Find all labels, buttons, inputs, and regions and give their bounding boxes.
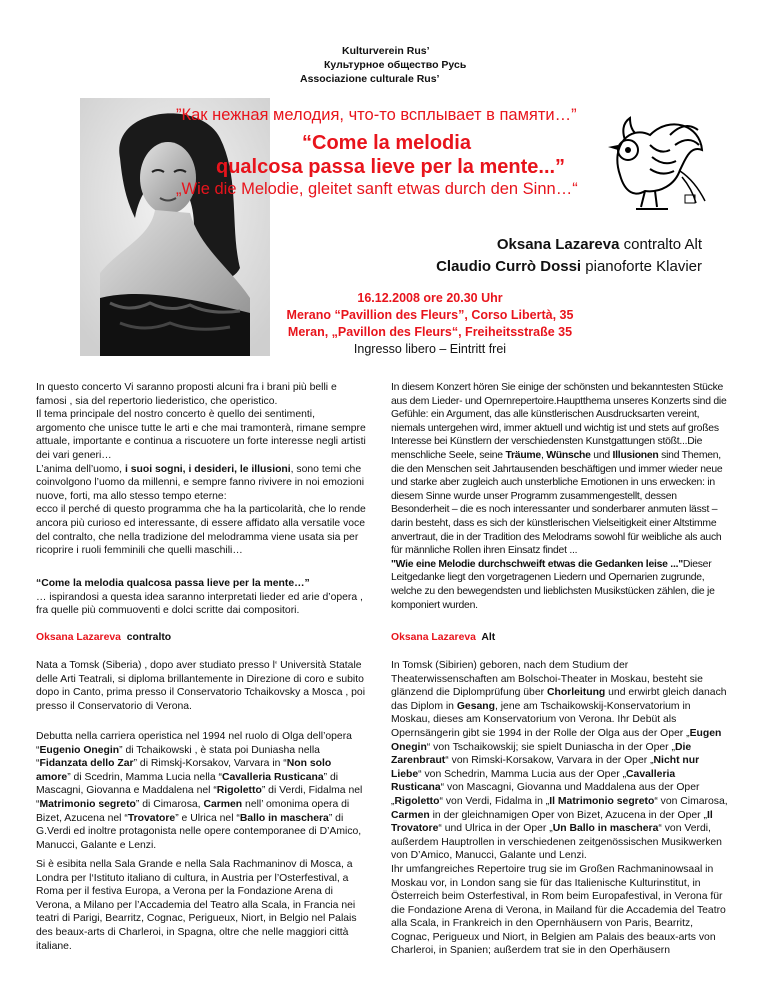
opera-title: Il Trovatore (391, 809, 713, 835)
italian-motto (36, 577, 366, 618)
italian-motto-title: “Come la melodia qualcosa passa lieve per la mente…” (36, 578, 310, 589)
event-datetime: 16.12.2008 ore 20.30 Uhr (357, 291, 503, 305)
german-bio-heading (391, 631, 731, 645)
text: ” di Verdi, Fidalma nel “ (36, 785, 363, 810)
firebird-illustration (590, 105, 710, 217)
text: ” di Cimarosa, (135, 798, 204, 810)
text: “ von Tschaikowskij; sie spielt Duniascha in der Oper „ (426, 741, 675, 753)
opera-title: Carmen (391, 809, 430, 821)
performer-1-name: Oksana Lazareva (496, 236, 620, 253)
text: und (590, 449, 613, 461)
text: , (540, 449, 547, 461)
event-entry: Ingresso libero – Eintritt frei (353, 342, 507, 356)
performer-1-role: contralto Alt (623, 236, 702, 253)
text: “ von Schedrin, Mamma Lucia aus der Oper „ (418, 768, 627, 780)
opera-title: Non solo amore (36, 758, 332, 783)
performer-2-name: Claudio Currò Dossi (436, 258, 582, 275)
german-motto-title: "Wie eine Melodie durchschweift etwas die Gedanken leise ..." (391, 558, 683, 570)
text: ” e Ulrica nel “ (175, 812, 240, 824)
opera-title: Die Zarenbraut (391, 741, 692, 767)
german-bio (391, 659, 731, 958)
text: ” di G.Verdi ed inoltre protagonista nelle opere contemporanee di D’Amico, Manucci, Galante e Lenzi. (36, 812, 362, 851)
italian-intro-p3 (36, 463, 366, 504)
text: ” di Rimskj-Korsakov, Varvara in “ (133, 758, 287, 770)
event-venue-it: Merano “Pavillion des Fleurs”, Corso Libertà, 35 (286, 308, 574, 322)
text: “ von Mascagni, Giovanna und Maddalena aus der Oper „ (391, 782, 700, 807)
text: ” di Mascagni, Giovanna e Maddalena nel “ (36, 771, 339, 797)
german-bio-name: Oksana Lazareva (391, 632, 476, 643)
german-intro (391, 381, 731, 612)
text: in der gleichnamigen Oper von Bizet, Azucena in der Oper „ (429, 809, 707, 821)
performer-2-role: pianoforte Klavier (585, 258, 702, 275)
text: und erwirbt gleich danach das Diplom in (391, 687, 727, 712)
organizer-it: Associazione culturale Rus’ (300, 73, 440, 85)
opera-title: Eugen Onegin (391, 727, 722, 753)
performer-2 (436, 258, 702, 275)
opera-title: Chorleitung (546, 687, 606, 699)
performer-1 (497, 236, 702, 253)
organizer-ru: Культурное общество Русь (324, 59, 467, 71)
text: “ von Rimski-Korsakow, Varvara in der Oper „ (445, 755, 654, 767)
text: “ von Verdi, außerdem Hauptrollen in verschiedenen zeitgenössischen Musikwerken von D’Amico, Manucci, Galante und Lenzi. (391, 823, 722, 862)
opera-title: Eugenio Onegin (39, 744, 120, 756)
text: Debutta nella carriera operistica nel 1994 nel ruolo di Olga dell’opera “ (36, 731, 352, 756)
text-bold: Träume (505, 449, 541, 461)
text: In Tomsk (Sibirien) geboren, nach dem Studium der Theaterwissenschaften am Bolschoi-Theater in Moskau, besteht sie glänzend die Diplomprüfung über (391, 660, 703, 699)
text: In diesem Konzert hören Sie einige der schönsten und bekanntesten Stücke aus dem Lieder- und Opernrepertoire.Hauptthema unseres Konzerts sind die Gefühle: ein Argument, das alle künstlerischen Ausdrucksarten vereint, niemals untergehen wird, immer aktuell und wichtig ist und stets auf großes Interesse bei Künstlern der verschiedensten Kunstgattungen stößt...Die menschliche Seele, seine (391, 382, 727, 461)
italian-bio-heading (36, 631, 366, 645)
quote-russian: ”Как нежная мелодия, что-то всплывает в памяти…” (176, 106, 577, 124)
text: L’anima dell’uomo, (36, 463, 125, 475)
italian-bio-name: Oksana Lazareva (36, 632, 121, 643)
opera-title: Rigoletto (394, 795, 440, 807)
text: ” di Tchaikowski , è stata poi Duniasha nella “ (36, 744, 320, 770)
text: “ von Verdi, Fidalma in „ (439, 795, 550, 807)
opera-title: Carmen (203, 798, 243, 810)
italian-intro-p1: In questo concerto Vi saranno proposti alcuni fra i brani più belli e famosi , sia del repertorio liederistico, che operistico. (36, 382, 337, 407)
text: sind Themen, die den Menschen seit Jahrtausenden beschäftigen und immer wieder neue und starke aber zugleich auch unsterbliche Emotionen in uns erwecken: in diesem Sinne wurde unser Programm zusammengestellt, dessen Besonderheit – die es noch interessanter und sonderbarer anmuten lässt – darin besteht, dass es sich der künstlerischen Vielseitigkeit einer Altstimme anvertraut, die in der Tradition des Melodrams sowohl für weibliche als auch für männliche Rollen ihren Einsatz findet ... (391, 449, 723, 557)
italian-bio-p1 (36, 659, 366, 713)
italian-bio-role: contralto (126, 632, 172, 643)
opera-title: Cavalleria Rusticana (221, 771, 324, 783)
organizer-block (300, 44, 540, 86)
text: Si è esibita nella Sala Grande e nella Sala Rachmaninov di Mosca, a Londra per l‘Istituto italiano di cultura, in Austria per l’Osterfestival, a Roma per il festiva Europa, a Verona per la Fondazione Arena di Verona, a Milano per l’Accademia del Teatro alla Scala, in Francia nei teatri di Parigi, Bearritz, Cognac, Perigueux, Niort, in Belgio nel Palais des beaux-arts di Charleroi, in Spagna, oltre che nelle maggiori città italiane. (36, 859, 357, 952)
text: “ und Ulrica in der Oper „ (438, 823, 553, 835)
text (391, 659, 731, 863)
italian-motto-text: … ispirandosi a questa idea saranno interpretati lieder ed arie d’opera , fra quelle più commuoventi e dolci scritte dai compositori. (36, 591, 363, 617)
text (36, 730, 366, 852)
opera-title: Un Ballo in maschera (552, 823, 659, 835)
quote-italian-line-2: qualcosa passa lieve per la mente...” (216, 156, 566, 178)
opera-title: Ballo in maschera (239, 812, 329, 824)
text: “ von Cimarosa, (654, 795, 728, 807)
text-bold: Illusionen (612, 449, 659, 461)
italian-intro-p2: Il tema principale del nostro concerto è quello dei sentimenti, argomento che unisce tutte le arti e che mai tramonterà, rimane sempre attuale, importante e continua a riscuotere un forte interesse negli artisti dei vari generi… (36, 409, 366, 461)
italian-bio-p3 (36, 858, 366, 953)
italian-intro (36, 381, 366, 558)
italian-bio-p2 (36, 730, 366, 852)
german-bio-role: Alt (481, 632, 496, 643)
text: , sono temi che coinvolgono l’uomo da millenni, e sempre fanno rivivere in noi emozioni nuove, forti, ma allo stesso tempo eterne: (36, 463, 365, 502)
opera-title: Matrimonio segreto (39, 798, 136, 810)
opera-title: Rigoletto (216, 785, 262, 797)
italian-intro-p4: ecco il perché di questo programma che ha la particolarità, che lo rende ancora più curioso ed interessante, di essere affidato alla versatile voce del contralto, che nella tradizione del melodramma viene usata sia per ricoprire i ruoli femminili che quelli maschili… (36, 504, 366, 557)
german-bio-more: Ihr umfangreiches Repertoire trug sie im Großen Rachmaninowsaal in Moskau vor, in London sang sie für das Italienische Kulturinstitut, in Österreich beim Osterfestival, in Rom beim Europafestival, in Verona für die Fondazione Arena di Verona, in Mailand für die Accademia del Teatro alla Scala, in Frankreich in den Opernhäusern von Paris, Bearritz, Cognac, Perigueux und Niort, in Belgien am Palais des beaux-arts von Charleroi, in Spanien; außerdem trat sie in den Operhäusern (391, 863, 726, 957)
opera-title: Nicht nur Liebe (391, 755, 700, 780)
event-venue-de: Meran, „Pavillon des Fleurs“, Freiheitsstraße 35 (287, 325, 573, 339)
opera-title: Cavalleria Rusticana (391, 768, 676, 794)
opera-title: Il Matrimonio segreto (549, 795, 655, 807)
text: nell’ omonima opera di Bizet, Azucena nel “ (36, 798, 350, 824)
opera-title: Fidanzata dello Zar (39, 758, 134, 770)
text-bold: i suoi sogni, i desideri, le illusioni (124, 463, 291, 475)
quote-german: „Wie die Melodie, gleitet sanft etwas durch den Sinn…“ (176, 180, 578, 198)
quote-italian-line-1: “Come la melodia (302, 132, 471, 154)
text: Nata a Tomsk (Siberia) , dopo aver studiato presso l‘ Università Statale delle Arti Teatrali, si diploma brillantemente in Direzione di coro e subito dopo in Canto, prima presso il Conservatorio Tchaikovsky a Mosca , poi presso il Conservatorio di Verona. (36, 660, 365, 712)
opera-title: Gesang (456, 700, 495, 712)
german-intro-p1 (391, 381, 731, 558)
text-bold: Wünsche (546, 449, 591, 461)
opera-title: Trovatore (127, 812, 176, 824)
text: , jene am Tschaikowskij-Konservatorium in Moskau, dieses am Konservatorium von Verona. Ihr Debüt als Opernsängerin gibt sie 1994 in der Rolle der Olga aus der Oper „ (391, 700, 691, 739)
german-motto-text: Dieser Leitgedanke liegt den vorgetragenen Liedern und Opernarien zugrunde, welche zu den bewegendsten und lieblichsten Musikstücken zählen, die je komponiert wurden. (391, 558, 715, 611)
text: ” di Scedrin, Mamma Lucia nella “ (67, 771, 222, 783)
organizer-de: Kulturverein Rus’ (342, 45, 430, 57)
